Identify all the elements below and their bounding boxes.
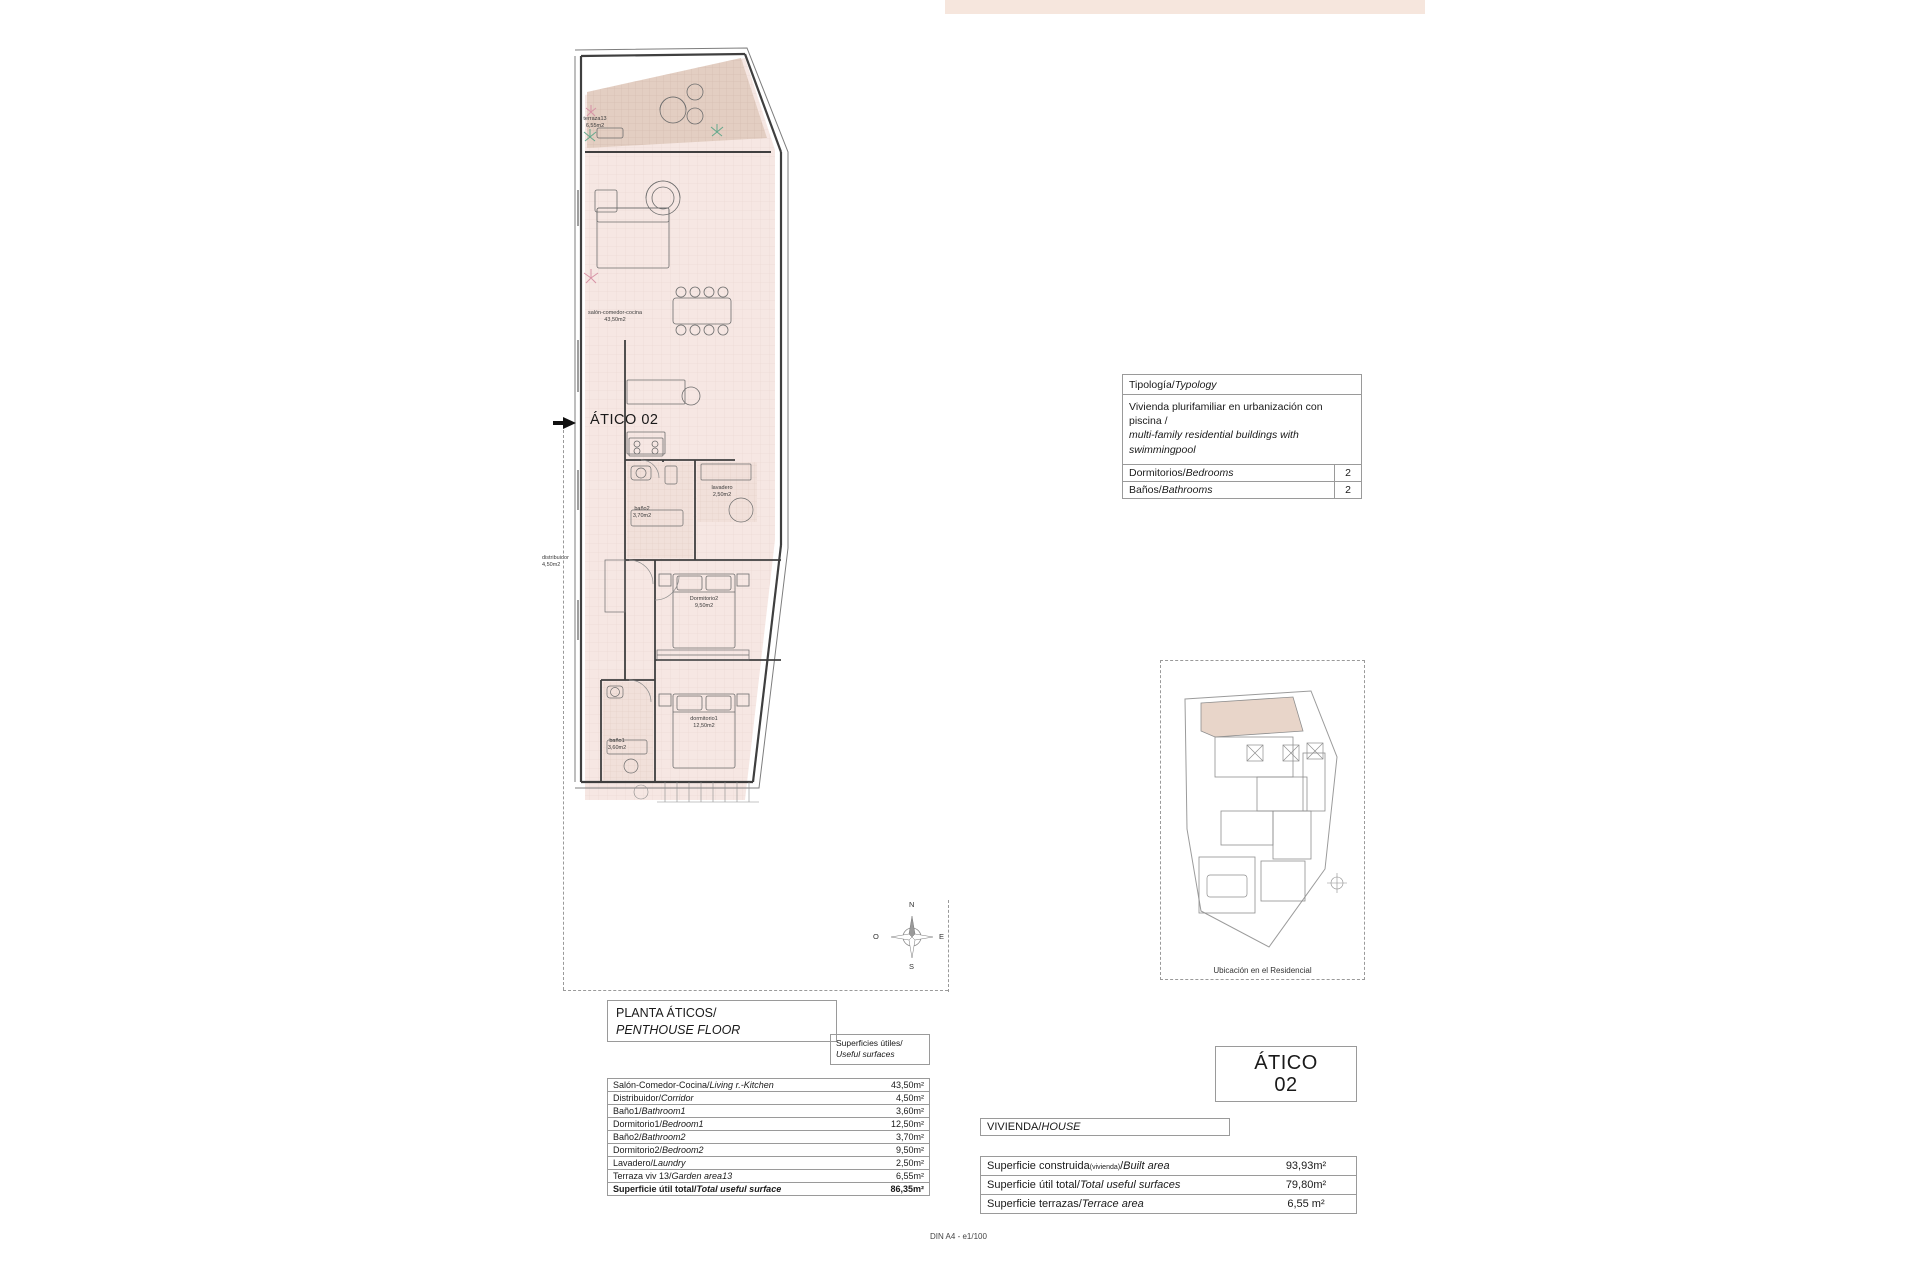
house-table-header xyxy=(980,1118,1230,1136)
typology-description-en: multi-family residential buildings with swimmingpool xyxy=(1129,429,1299,456)
table-row xyxy=(608,1131,929,1144)
surface-name-es: Lavadero/ xyxy=(613,1158,654,1168)
surface-name-es: Terraza viv 13/ xyxy=(613,1171,672,1181)
surface-name-en: Laundry xyxy=(653,1158,686,1168)
unit-badge-line1: ÁTICO xyxy=(1254,1052,1318,1074)
bathrooms-label-es: Baños/ xyxy=(1129,483,1162,496)
plan-svg xyxy=(545,40,965,990)
terrace-area-label-es: Superficie terrazas/ xyxy=(987,1198,1082,1210)
typology-description xyxy=(1122,394,1362,465)
room-label-laundry: lavadero 2,50m2 xyxy=(711,485,733,498)
table-row xyxy=(608,1092,929,1105)
useful-area-value: 79,80m² xyxy=(1285,1179,1327,1191)
useful-surfaces-header-es: Superficies útiles/ xyxy=(836,1038,903,1048)
compass-west-label: O xyxy=(873,932,879,941)
surface-area: 3,70m² xyxy=(895,1132,924,1142)
built-area-label-sub: (vivienda) xyxy=(1089,1164,1121,1171)
typology-header-en: Typology xyxy=(1174,379,1217,391)
room-label-bath1: baño1 3,60m2 xyxy=(607,738,627,751)
useful-area-label-es: Superficie útil total/ xyxy=(987,1179,1080,1191)
surface-area: 2,50m² xyxy=(895,1158,924,1168)
terrace-area-value: 6,55 m² xyxy=(1287,1198,1325,1210)
floor-title-box xyxy=(607,1000,837,1042)
useful-surfaces-header xyxy=(830,1034,930,1065)
bathrooms-label-en: Bathrooms xyxy=(1161,483,1213,496)
surface-area: 12,50m² xyxy=(890,1119,924,1129)
bedrooms-label-es: Dormitorios/ xyxy=(1129,466,1186,479)
surface-area: 9,50m² xyxy=(895,1145,924,1155)
site-location-map xyxy=(1160,660,1365,980)
built-area-label-es: Superficie construida xyxy=(987,1160,1090,1172)
surface-name-en: Living r.-Kitchen xyxy=(709,1080,774,1090)
surface-name-es: Superficie útil total/ xyxy=(613,1184,697,1194)
table-row xyxy=(981,1195,1356,1214)
typology-block xyxy=(1122,374,1362,499)
compass-east-label: E xyxy=(939,932,945,941)
house-summary-table xyxy=(980,1156,1357,1214)
room-label-living: salón-comedor-cocina 43,50m2 xyxy=(587,310,643,323)
typology-description-es: Vivienda plurifamiliar en urbanización con piscina / xyxy=(1129,401,1323,428)
room-label-bedroom2: Dormitorio2 9,50m2 xyxy=(689,596,719,609)
bathrooms-value: 2 xyxy=(1334,482,1361,498)
floor-title-es: PLANTA ÁTICOS/ xyxy=(616,1006,717,1020)
table-row xyxy=(608,1105,929,1118)
typology-header-es: Tipología/ xyxy=(1129,379,1175,391)
room-label-bedroom1: dormitorio1 12,50m2 xyxy=(690,716,718,729)
plan-unit-label: ÁTICO 02 xyxy=(590,412,659,428)
surface-name-es: Distribuidor/ xyxy=(613,1093,662,1103)
surface-name-en: Bedroom1 xyxy=(662,1119,704,1129)
surface-name-es: Salón-Comedor-Cocina/ xyxy=(613,1080,710,1090)
built-area-value: 93,93m² xyxy=(1285,1160,1327,1172)
table-row xyxy=(981,1176,1356,1195)
table-row xyxy=(608,1144,929,1157)
house-header-es: VIVIENDA/ xyxy=(987,1121,1042,1133)
site-map-svg xyxy=(1161,661,1364,979)
surface-name-en: Garden area13 xyxy=(671,1171,733,1181)
house-header-en: HOUSE xyxy=(1041,1121,1081,1133)
surface-name-es: Baño2/ xyxy=(613,1132,642,1142)
table-row-total xyxy=(608,1183,929,1196)
surface-name-es: Dormitorio2/ xyxy=(613,1145,663,1155)
surface-name-en: Bathroom2 xyxy=(641,1132,686,1142)
unit-badge xyxy=(1215,1046,1357,1102)
surface-name-en: Total useful surface xyxy=(696,1184,782,1194)
apartment-floor-plan xyxy=(542,40,965,990)
terrace-area-label-en: Terrace area xyxy=(1081,1198,1144,1210)
scale-note: DIN A4 - e1/100 xyxy=(930,1232,987,1241)
surface-name-es: Dormitorio1/ xyxy=(613,1119,663,1129)
built-area-label-en: Built area xyxy=(1123,1160,1170,1172)
compass-north-label: N xyxy=(909,900,915,909)
surface-area: 6,55m² xyxy=(895,1171,924,1181)
useful-surfaces-table xyxy=(607,1078,930,1196)
useful-surfaces-header-en: Useful surfaces xyxy=(836,1049,895,1060)
surface-name-en: Corridor xyxy=(661,1093,694,1103)
room-label-bath2: baño2 3,70m2 xyxy=(632,506,652,519)
table-row xyxy=(608,1170,929,1183)
surface-name-en: Bathroom1 xyxy=(641,1106,686,1116)
typology-row-bathrooms xyxy=(1122,482,1362,499)
surface-area-total: 86,35m² xyxy=(890,1184,924,1194)
bedrooms-value: 2 xyxy=(1334,465,1361,481)
table-row xyxy=(608,1157,929,1170)
surface-name-es: Baño1/ xyxy=(613,1106,642,1116)
useful-area-label-en: Total useful surfaces xyxy=(1079,1179,1181,1191)
table-row: Superficie construida(vivienda)/Built area 93,93m² xyxy=(981,1157,1356,1176)
boundary-line-vertical-2 xyxy=(948,900,949,992)
surface-name-en: Bedroom2 xyxy=(662,1145,704,1155)
pointer-arrow-icon xyxy=(563,417,576,429)
room-label-terrace: terraza13 6,55m2 xyxy=(583,116,607,129)
site-map-caption: Ubicación en el Residencial xyxy=(1213,966,1312,975)
surface-area: 3,60m² xyxy=(895,1106,924,1116)
table-row xyxy=(608,1079,929,1092)
surface-area: 4,50m² xyxy=(895,1093,924,1103)
boundary-line-vertical xyxy=(563,425,564,990)
typology-header xyxy=(1122,374,1362,394)
unit-badge-line2: 02 xyxy=(1274,1074,1298,1096)
typology-row-bedrooms xyxy=(1122,465,1362,482)
surface-area: 43,50m² xyxy=(890,1080,924,1090)
room-label-corridor: distribuidor 4,50m2 xyxy=(542,555,569,568)
compass-south-label: S xyxy=(909,962,915,971)
table-row xyxy=(608,1118,929,1131)
compass-rose xyxy=(873,900,945,971)
bedrooms-label-en: Bedrooms xyxy=(1185,466,1234,479)
boundary-line-horizontal xyxy=(563,990,948,991)
floor-title-en: PENTHOUSE FLOOR xyxy=(616,1022,741,1037)
